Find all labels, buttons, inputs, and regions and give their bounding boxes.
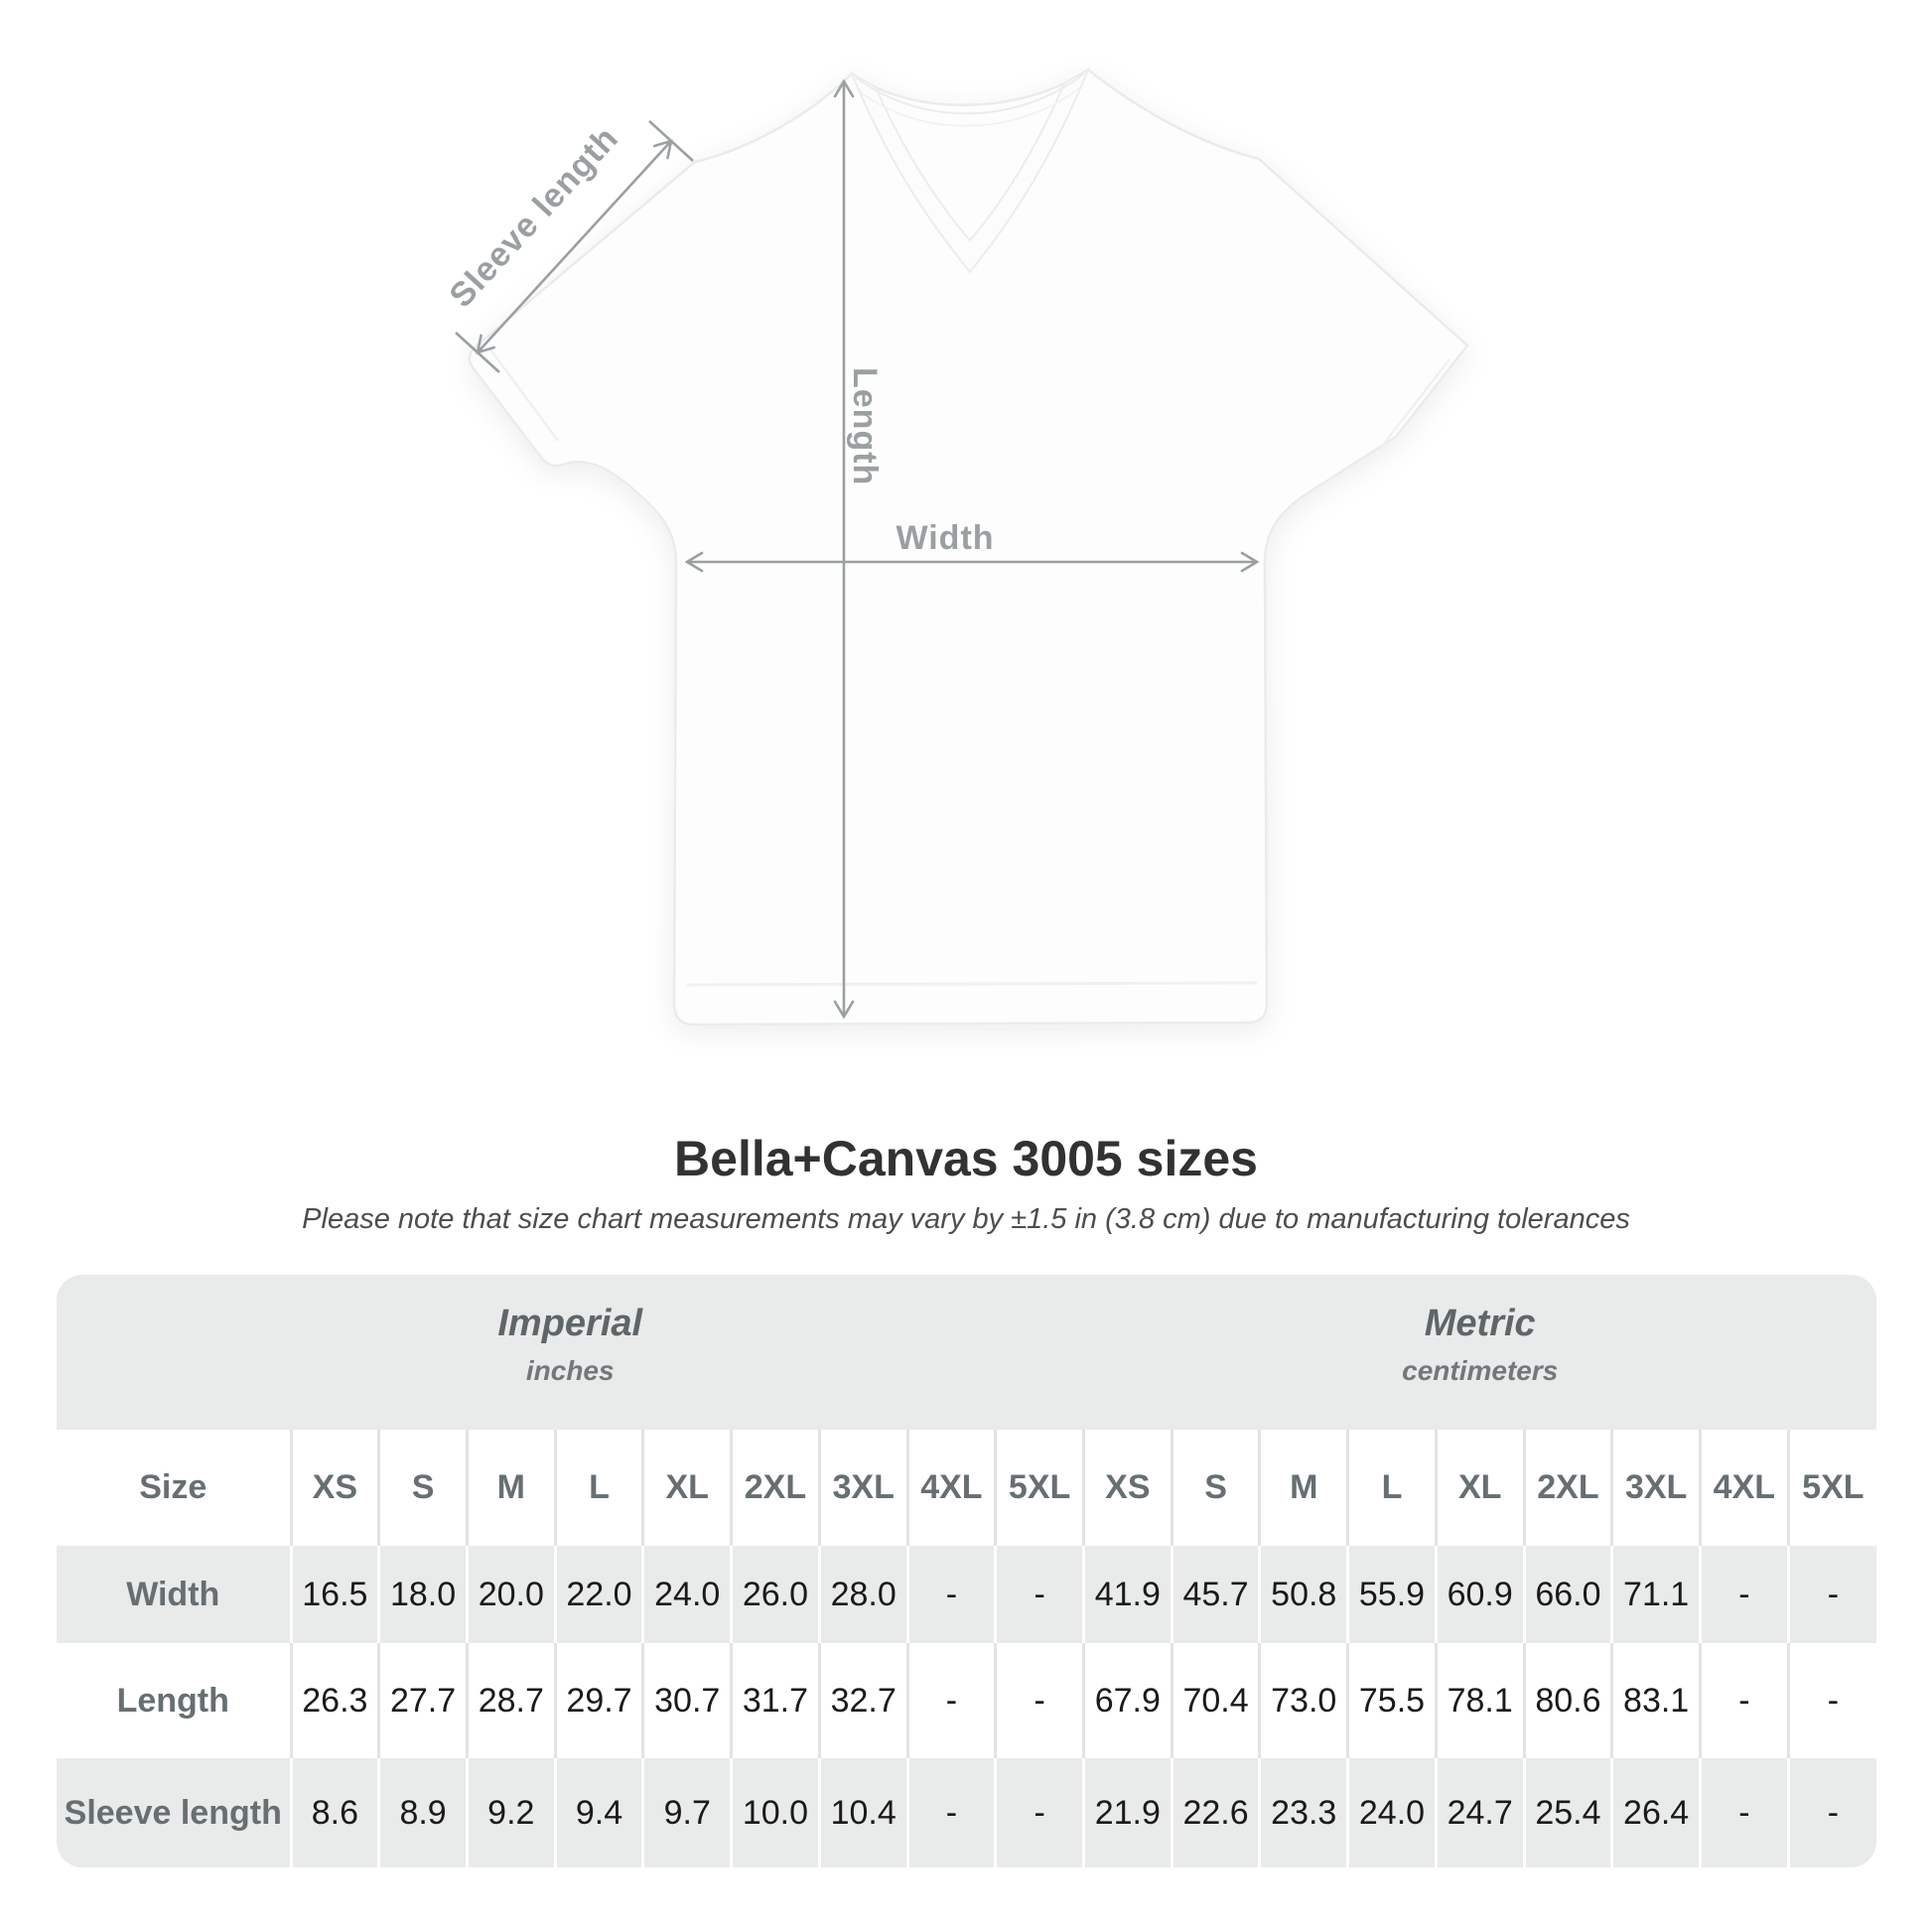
length-metric-m: 73.0 [1260,1643,1348,1758]
length-metric-xs: 67.9 [1083,1643,1172,1758]
sleeve-metric-xl: 24.7 [1436,1758,1524,1867]
size-corner-header: Size [57,1430,291,1546]
width-metric-m: 50.8 [1260,1546,1348,1643]
width-metric-5xl: - [1788,1546,1876,1643]
sleeve-imperial-xs: 8.6 [291,1758,379,1867]
metric-label: Metric [1424,1303,1536,1344]
length-metric-4xl: - [1701,1643,1789,1758]
width-metric-xl: 60.9 [1436,1546,1524,1643]
sleeve-metric-m: 23.3 [1260,1758,1348,1867]
width-metric-s: 45.7 [1172,1546,1260,1643]
size-header-imperial-xs: XS [291,1430,379,1546]
size-header-metric-m: M [1260,1430,1348,1546]
imperial-unit: inches [525,1354,615,1386]
sleeve-metric-l: 24.0 [1348,1758,1437,1867]
size-table [57,1275,1876,1867]
size-header-metric-l: L [1348,1430,1437,1546]
sleeve-metric-3xl: 26.4 [1612,1758,1701,1867]
metric-band [1083,1275,1876,1430]
size-header-imperial-2xl: 2XL [732,1430,820,1546]
sleeve-imperial-m: 9.2 [467,1758,555,1867]
width-imperial-xl: 24.0 [643,1546,732,1643]
size-header-metric-xs: XS [1083,1430,1172,1546]
length-metric-5xl: - [1788,1643,1876,1758]
size-header-imperial-xl: XL [643,1430,732,1546]
size-header-metric-5xl: 5XL [1788,1430,1876,1546]
width-imperial-5xl: - [996,1546,1084,1643]
length-metric-l: 75.5 [1348,1643,1437,1758]
length-label: Length [846,367,884,486]
length-imperial-s: 27.7 [379,1643,468,1758]
width-row-label: Width [57,1546,291,1643]
width-metric-xs: 41.9 [1083,1546,1172,1643]
width-label: Width [896,519,995,557]
width-imperial-xs: 16.5 [291,1546,379,1643]
size-header-metric-xl: XL [1436,1430,1524,1546]
sleeve-length-label: Sleeve length [442,119,626,316]
length-metric-s: 70.4 [1172,1643,1260,1758]
size-header-imperial-3xl: 3XL [819,1430,907,1546]
width-imperial-4xl: - [907,1546,996,1643]
tolerance-note: Please note that size chart measurements may vary by ±1.5 in (3.8 cm) due to manufacturing tolerances [302,1203,1630,1235]
sleeve-metric-s: 22.6 [1172,1758,1260,1867]
metric-unit: centimeters [1402,1354,1559,1386]
width-metric-4xl: - [1701,1546,1789,1643]
sleeve-length-row [57,1758,1876,1867]
length-imperial-5xl: - [996,1643,1084,1758]
size-header-imperial-5xl: 5XL [996,1430,1084,1546]
length-row [57,1643,1876,1758]
sleeve-metric-5xl: - [1788,1758,1876,1867]
sleeve-length-row-label: Sleeve length [57,1758,291,1867]
width-metric-l: 55.9 [1348,1546,1437,1643]
size-header-imperial-l: L [555,1430,643,1546]
length-imperial-xs: 26.3 [291,1643,379,1758]
sleeve-metric-2xl: 25.4 [1524,1758,1612,1867]
sleeve-imperial-4xl: - [907,1758,996,1867]
length-imperial-2xl: 31.7 [732,1643,820,1758]
size-header-row [57,1430,1876,1546]
size-header-metric-4xl: 4XL [1701,1430,1789,1546]
width-metric-2xl: 66.0 [1524,1546,1612,1643]
width-imperial-2xl: 26.0 [732,1546,820,1643]
size-header-metric-2xl: 2XL [1524,1430,1612,1546]
length-row-label: Length [57,1643,291,1758]
sleeve-imperial-xl: 9.7 [643,1758,732,1867]
length-imperial-xl: 30.7 [643,1643,732,1758]
size-header-metric-3xl: 3XL [1612,1430,1701,1546]
size-header-imperial-s: S [379,1430,468,1546]
length-metric-3xl: 83.1 [1612,1643,1701,1758]
width-imperial-l: 22.0 [555,1546,643,1643]
width-imperial-s: 18.0 [379,1546,468,1643]
size-header-imperial-m: M [467,1430,555,1546]
length-imperial-m: 28.7 [467,1643,555,1758]
length-imperial-3xl: 32.7 [819,1643,907,1758]
page-title: Bella+Canvas 3005 sizes [674,1131,1258,1186]
sleeve-imperial-l: 9.4 [555,1758,643,1867]
width-row [57,1546,1876,1643]
length-metric-xl: 78.1 [1436,1643,1524,1758]
size-header-metric-s: S [1172,1430,1260,1546]
sleeve-imperial-3xl: 10.4 [819,1758,907,1867]
units-band-row [57,1275,1876,1430]
size-header-imperial-4xl: 4XL [907,1430,996,1546]
width-imperial-m: 20.0 [467,1546,555,1643]
length-imperial-l: 29.7 [555,1643,643,1758]
sleeve-imperial-2xl: 10.0 [732,1758,820,1867]
imperial-label: Imperial [497,1303,643,1344]
sleeve-imperial-5xl: - [996,1758,1084,1867]
length-imperial-4xl: - [907,1643,996,1758]
size-table-container [57,1275,1876,1867]
sleeve-metric-4xl: - [1701,1758,1789,1867]
width-imperial-3xl: 28.0 [819,1546,907,1643]
width-metric-3xl: 71.1 [1612,1546,1701,1643]
sleeve-metric-xs: 21.9 [1083,1758,1172,1867]
sleeve-arrow-tick-top [649,121,693,161]
length-metric-2xl: 80.6 [1524,1643,1612,1758]
imperial-band [57,1275,1083,1430]
sleeve-imperial-s: 8.9 [379,1758,468,1867]
